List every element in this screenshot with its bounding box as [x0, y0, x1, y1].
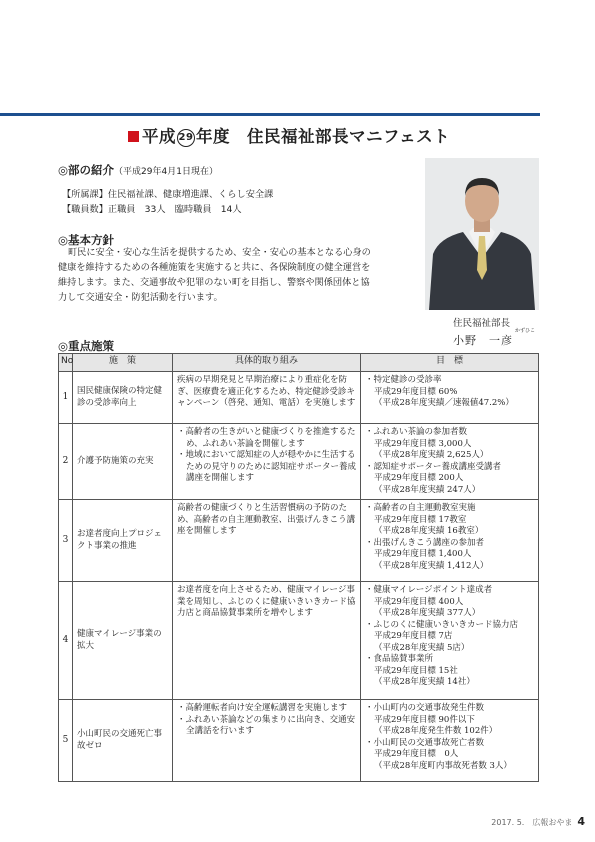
row-actions: ・高齢運転者向け安全運転講習を実施します ・ふれあい茶論などの集まりに出向き、交通安全講話を行います	[173, 700, 361, 782]
table-row	[59, 500, 539, 582]
page-footer	[491, 815, 585, 828]
table-row	[59, 700, 539, 782]
policy-line: 健康を維持するための各種施策を実施すると共に、各保険制度の健全運営を	[58, 262, 371, 273]
priority-measures-table	[58, 353, 539, 782]
profile-name-reading: かずひこ	[515, 328, 536, 334]
title-era: 平成	[142, 127, 176, 146]
col-header-measure: 施 策	[73, 354, 173, 372]
row-no: 4	[59, 582, 73, 700]
row-goals: ・小山町内の交通事故発生件数 平成29年度目標 90件以下 （平成28年度発生件数 102件） ・小山町民の交通事故死亡者数 平成29年度目標 0人 （平成28年度町内事故死者数 3人）	[361, 700, 539, 782]
row-no: 1	[59, 372, 73, 424]
policy-line: 維持します。また、交通事故や犯罪のない町を目指し、警察や関係団体と協	[58, 277, 370, 288]
intro-date-note: （平成29年4月1日現在）	[114, 167, 218, 177]
policy-line: 力して交通安全・防犯活動を行います。	[58, 292, 223, 303]
row-goals: ・健康マイレージポイント達成者 平成29年度目標 400人 （平成28年度実績 377人） ・ふじのくに健康いきいきカード協力店 平成29年度目標 7店 （平成28年度実績 5店） ・食品協賛事業所 平成29年度目標 15社 （平成28年度実績 14社）	[361, 582, 539, 700]
intro-staff: 【職員数】正職員 33人 臨時職員 14人	[62, 204, 242, 215]
intro-heading: ◎部の紹介（平成29年4月1日現在）	[58, 163, 218, 177]
row-measure: 小山町民の交通死亡事故ゼロ	[73, 700, 173, 782]
col-header-no: No	[59, 354, 73, 372]
table-row	[59, 424, 539, 500]
title-text: 年度 住民福祉部長マニフェスト	[196, 127, 451, 146]
row-measure: 国民健康保険の特定健診の受診率向上	[73, 372, 173, 424]
row-no: 2	[59, 424, 73, 500]
page-title	[128, 123, 450, 147]
row-actions: お達者度を向上させるため、健康マイレージ事業を周知し、ふじのくに健康いきいきカード協力店と商品協賛事業所を増やします	[173, 582, 361, 700]
row-no: 3	[59, 500, 73, 582]
row-actions: 高齢者の健康づくりと生活習慣病の予防のため、高齢者の自主運動教室、出張げんきこう講座を開催します	[173, 500, 361, 582]
table-heading: ◎重点施策	[58, 339, 115, 353]
table-row	[59, 372, 539, 424]
row-goals: ・高齢者の自主運動教室実施 平成29年度目標 17教室 （平成28年度実績 16教室） ・出張げんきこう講座の参加者 平成29年度目標 1,400人 （平成28年度実績 1,412人）	[361, 500, 539, 582]
policy-line: 町民に安全・安心な生活を提供するため、安全・安心の基本となる心身の	[68, 247, 371, 258]
row-no: 5	[59, 700, 73, 782]
intro-divisions: 【所属課】住民福祉課、健康増進課、くらし安全課	[62, 189, 274, 200]
title-year-circled: 29	[177, 129, 195, 147]
policy-heading: ◎基本方針	[58, 233, 115, 247]
profile-name: 小野 一彦	[453, 334, 513, 347]
col-header-actions: 具体的取り組み	[173, 354, 361, 372]
footer-issue: 2017. 5.	[491, 818, 525, 827]
table-header-row	[59, 354, 539, 372]
profile-title: 住民福祉部長	[453, 318, 511, 329]
table-row	[59, 582, 539, 700]
row-goals: ・ふれあい茶論の参加者数 平成29年度目標 3,000人 （平成28年度実績 2,625人） ・認知症サポーター養成講座受講者 平成29年度目標 200人 （平成28年度実績 247人）	[361, 424, 539, 500]
row-actions: 疾病の早期発見と早期治療により重症化を防ぎ、医療費を適正化するため、特定健診受診キャンペーン（啓発、通知、電話）を実施します	[173, 372, 361, 424]
row-measure: 介護予防施策の充実	[73, 424, 173, 500]
row-goals: ・特定健診の受診率 平成29年度目標 60% （平成28年度実績／速報値47.2%）	[361, 372, 539, 424]
header-rule	[0, 113, 540, 116]
row-actions: ・高齢者の生きがいと健康づくりを推進するため、ふれあい茶論を開催します ・地域において認知症の人が穏やかに生活するための見守りのために認知症サポーター養成講座を開催します	[173, 424, 361, 500]
page-number: 4	[577, 815, 585, 828]
row-measure: お達者度向上プロジェクト事業の推進	[73, 500, 173, 582]
col-header-goals: 目 標	[361, 354, 539, 372]
row-measure: 健康マイレージ事業の拡大	[73, 582, 173, 700]
footer-publication: 広報おやま	[532, 818, 573, 827]
portrait-photo	[425, 158, 539, 310]
red-square-icon	[128, 131, 139, 142]
